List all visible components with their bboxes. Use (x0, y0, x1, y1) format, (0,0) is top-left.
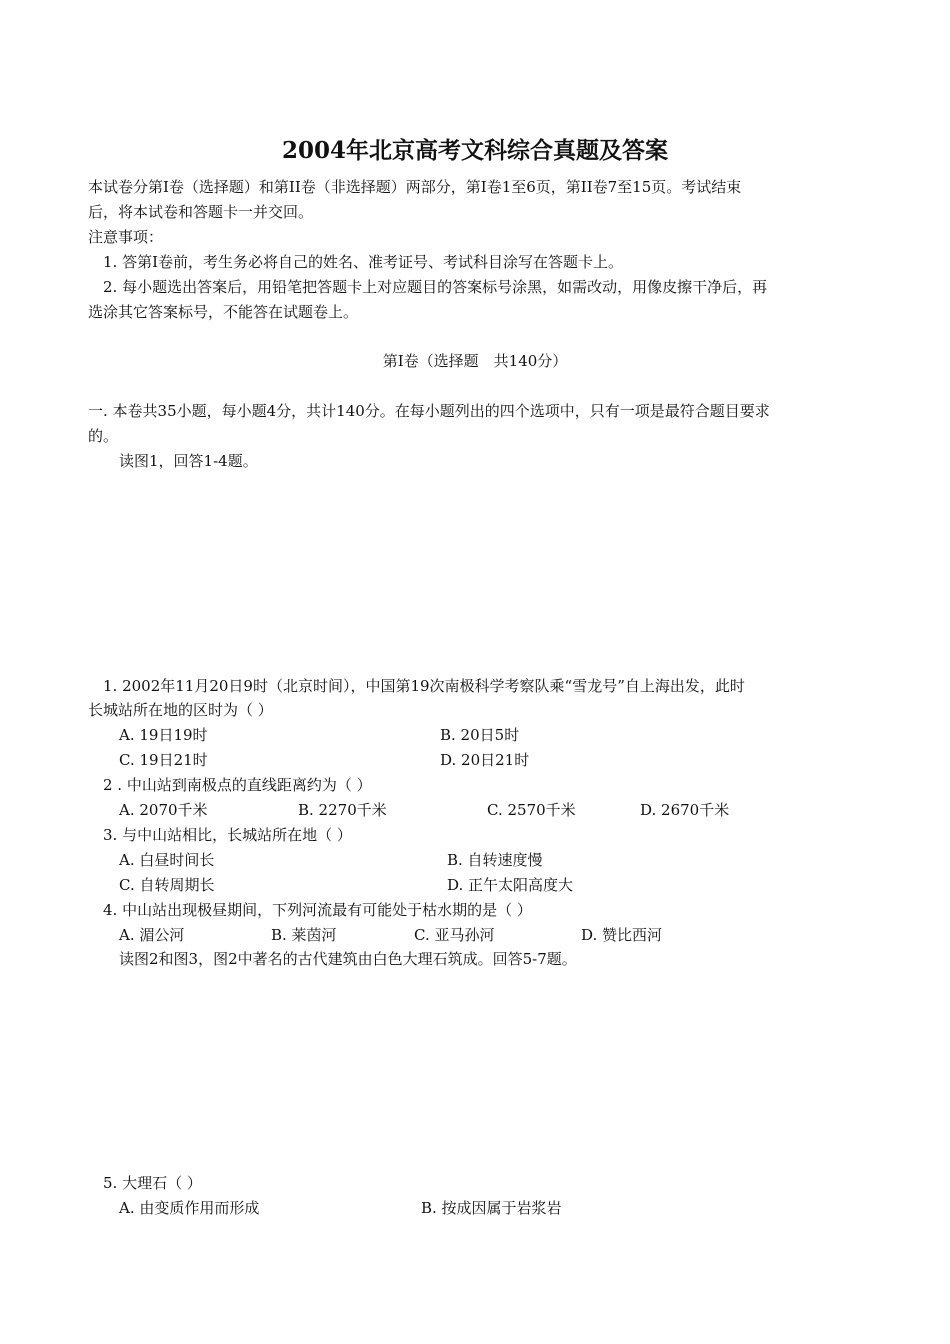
question-5-option-a: A. 由变质作用而形成 (119, 1199, 260, 1217)
question-3-option-b: B. 自转速度慢 (447, 851, 543, 869)
read-figure-2-3-instruction: 读图2和图3，图2中著名的古代建筑由白色大理石筑成。回答5-7题。 (119, 950, 577, 968)
part-intro-line-1: 一. 本卷共35小题，每小题4分，共计140分。在每小题列出的四个选项中，只有一项是最符合题目要求 (88, 402, 770, 420)
question-1-option-d: D. 20日21时 (440, 751, 530, 769)
question-1-stem-line-2: 长城站所在地的区时为（ ） (88, 701, 273, 719)
question-3-stem: 3. 与中山站相比，长城站所在地（ ） (103, 826, 352, 844)
question-2-option-c: C. 2570千米 (487, 801, 576, 819)
question-5-stem: 5. 大理石（ ） (103, 1174, 202, 1192)
question-4-stem: 4. 中山站出现极昼期间，下列河流最有可能处于枯水期的是（ ） (103, 901, 532, 919)
question-2-option-a: A. 2070千米 (119, 801, 208, 819)
notice-item-1: 1. 答第Ⅰ卷前，考生务必将自己的姓名、准考证号、考试科目涂写在答题卡上。 (103, 253, 624, 271)
part-intro-line-2: 的。 (88, 427, 119, 445)
question-2-option-d: D. 2670千米 (640, 801, 730, 819)
intro-line-1: 本试卷分第Ⅰ卷（选择题）和第II卷（非选择题）两部分，第Ⅰ卷1至6页，第II卷7至15页。考试结束 (88, 178, 742, 196)
question-3-option-c: C. 自转周期长 (119, 876, 215, 894)
figure-1-placeholder (88, 478, 864, 668)
read-figure-1-instruction: 读图1，回答1-4题。 (119, 452, 258, 470)
question-4-option-b: B. 莱茵河 (271, 926, 337, 944)
question-3-option-d: D. 正午太阳高度大 (447, 876, 574, 894)
notice-item-2-line-1: 2. 每小题选出答案后，用铅笔把答题卡上对应题目的答案标号涂黑，如需改动，用像皮擦干净后，再 (103, 278, 768, 296)
figure-2-3-placeholder (88, 976, 864, 1166)
question-2-option-b: B. 2270千米 (298, 801, 387, 819)
page-title: 2004年北京高考文科综合真题及答案 (281, 137, 668, 164)
question-4-option-d: D. 赞比西河 (581, 926, 663, 944)
notice-heading: 注意事项： (88, 228, 164, 246)
section-title: 第Ⅰ卷（选择题 共140分） (382, 352, 568, 370)
notice-item-2-line-2: 选涂其它答案标号，不能答在试题卷上。 (88, 303, 359, 321)
question-2-stem: 2 . 中山站到南极点的直线距离约为（ ） (103, 776, 372, 794)
question-1-option-b: B. 20日5时 (440, 726, 520, 744)
question-4-option-c: C. 亚马孙河 (414, 926, 495, 944)
question-3-option-a: A. 白昼时间长 (119, 851, 215, 869)
question-1-stem-line-1: 1. 2002年11月20日9时（北京时间），中国第19次南极科学考察队乘“雪龙号”自上海出发，此时 (103, 677, 745, 695)
question-5-option-b: B. 按成因属于岩浆岩 (421, 1199, 562, 1217)
question-4-option-a: A. 湄公河 (119, 926, 185, 944)
question-1-option-c: C. 19日21时 (119, 751, 208, 769)
intro-line-2: 后，将本试卷和答题卡一并交回。 (88, 203, 314, 221)
question-1-option-a: A. 19日19时 (119, 726, 208, 744)
